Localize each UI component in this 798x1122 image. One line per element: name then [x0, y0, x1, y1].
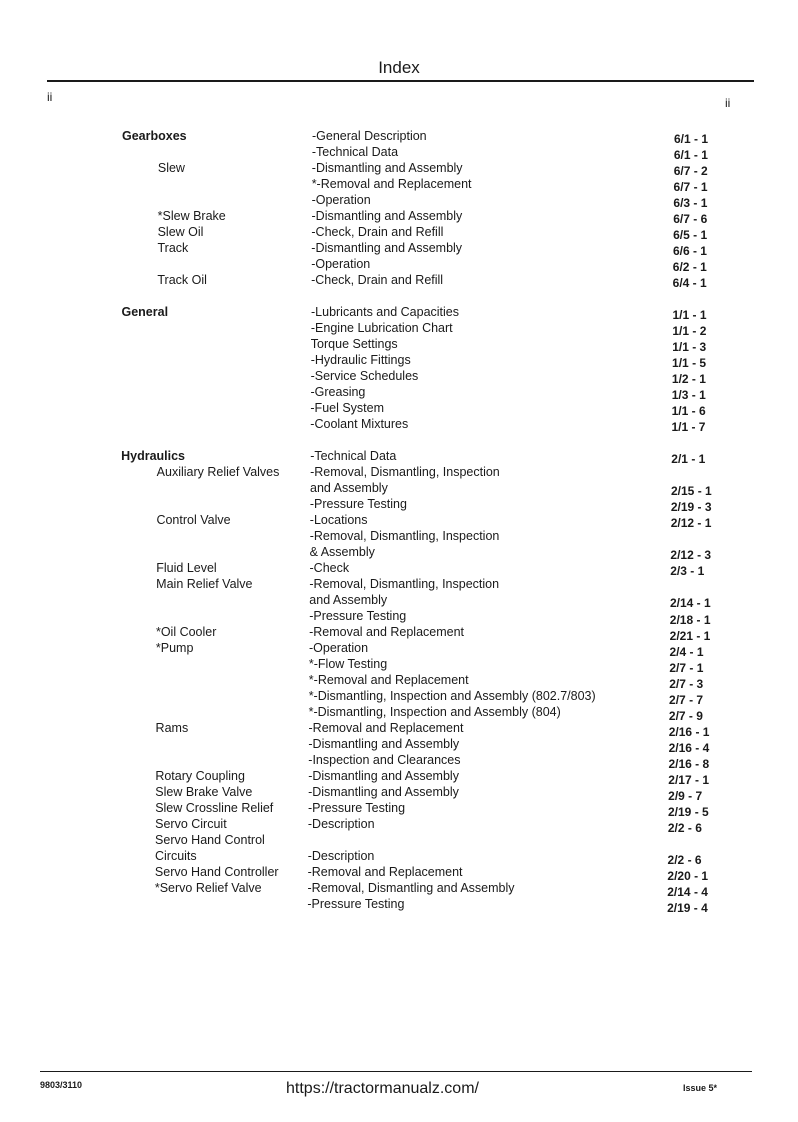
index-description: *-Removal and Replacement: [308, 673, 469, 687]
index-description: -Engine Lubrication Chart: [310, 321, 453, 335]
index-description: -Fuel System: [310, 401, 385, 415]
index-description: -Greasing: [310, 385, 366, 399]
index-description: Torque Settings: [310, 337, 398, 351]
index-description: -Removal, Dismantling, Inspection: [310, 465, 500, 479]
index-description: -Inspection and Clearances: [308, 753, 461, 767]
index-description: & Assembly: [309, 545, 375, 559]
index-page-ref: 2/18 - 1: [669, 612, 711, 627]
index-description: *-Dismantling, Inspection and Assembly (802.7/803): [308, 689, 596, 703]
index-topic: General: [121, 305, 169, 319]
index-description: -Removal and Replacement: [308, 721, 464, 735]
index-subtopic: Slew: [157, 161, 185, 175]
index-subtopic: *Servo Relief Valve: [154, 881, 262, 895]
index-subtopic: *Pump: [155, 641, 194, 655]
index-description: -Check, Drain and Refill: [311, 273, 444, 287]
index-page-ref: 2/3 - 1: [670, 564, 705, 579]
index-description: -Removal, Dismantling, Inspection: [309, 529, 500, 543]
index-subtopic: Servo Hand Controller: [154, 865, 279, 879]
index-page-ref: 2/7 - 1: [669, 660, 704, 675]
index-page-ref: 2/19 - 3: [670, 500, 712, 515]
index-description: and Assembly: [309, 593, 388, 607]
index-page-ref: 2/14 - 1: [669, 596, 711, 611]
footer-rule: [40, 1071, 752, 1072]
index-description: -Dismantling and Assembly: [311, 241, 463, 255]
header-rule: [47, 80, 754, 82]
index-description: -Technical Data: [311, 145, 399, 159]
index-page-ref: 2/1 - 1: [671, 452, 706, 467]
index-description: -Removal, Dismantling and Assembly: [307, 881, 515, 895]
page-number-right: ii: [725, 96, 731, 110]
index-page-ref: 2/16 - 8: [668, 756, 710, 771]
index-page-ref: 2/12 - 1: [670, 516, 712, 531]
index-page-ref: 2/7 - 3: [669, 676, 704, 691]
index-page-ref: 2/7 - 7: [669, 692, 704, 707]
index-description: -Pressure Testing: [309, 497, 407, 511]
index-page-ref: 6/7 - 6: [673, 212, 708, 227]
index-subtopic: Circuits: [154, 849, 197, 863]
index-subtopic: Slew Oil: [157, 225, 204, 239]
index-page-ref: 1/1 - 2: [672, 324, 707, 339]
index-description: -Hydraulic Fittings: [310, 353, 411, 367]
index-description: -Operation: [309, 641, 369, 655]
index-page-ref: 1/1 - 3: [672, 340, 707, 355]
index-subtopic: Rams: [155, 721, 189, 735]
index-subtopic: *Oil Cooler: [155, 625, 217, 639]
index-subtopic: Main Relief Valve: [156, 577, 253, 591]
index-page-ref: 1/1 - 5: [672, 356, 707, 371]
index-page-ref: 2/2 - 6: [667, 852, 702, 867]
index-page-ref: 6/3 - 1: [673, 196, 708, 211]
index-page-ref: 1/1 - 7: [671, 420, 706, 435]
index-page-ref: 6/6 - 1: [672, 244, 707, 259]
index-subtopic: Slew Crossline Relief: [155, 801, 274, 815]
index-page-ref: 6/2 - 1: [672, 260, 707, 275]
index-description: -Dismantling and Assembly: [308, 737, 460, 751]
index-description: *-Dismantling, Inspection and Assembly (804): [308, 705, 561, 719]
index-page-ref: 1/3 - 1: [671, 388, 706, 403]
index-description: -Removal and Replacement: [307, 865, 463, 879]
index-page-ref: 2/20 - 1: [667, 868, 709, 883]
index-description: -General Description: [312, 129, 427, 143]
index-page-ref: 6/7 - 2: [673, 164, 708, 179]
index-page-ref: 2/16 - 4: [668, 740, 710, 755]
index-description: *-Removal and Replacement: [311, 177, 472, 191]
index-subtopic: Fluid Level: [156, 561, 217, 575]
document-number: 9803/3110: [40, 1080, 83, 1090]
index-page-ref: 6/1 - 1: [674, 132, 709, 146]
index-subtopic: Track: [157, 241, 189, 255]
index-description: -Locations: [309, 513, 368, 527]
index-description: -Check: [309, 561, 350, 575]
index-subtopic: Rotary Coupling: [155, 769, 245, 783]
index-page-ref: 6/7 - 1: [673, 180, 708, 195]
index-page-ref: 2/14 - 4: [667, 884, 708, 899]
index-page-ref: 1/2 - 1: [671, 372, 706, 387]
index-page-ref: 2/2 - 6: [667, 820, 702, 835]
index-description: -Coolant Mixtures: [310, 417, 409, 431]
index-page-ref: 2/4 - 1: [669, 644, 704, 659]
index-description: -Dismantling and Assembly: [308, 769, 459, 783]
index-page-ref: 2/21 - 1: [669, 628, 711, 643]
index-description: *-Flow Testing: [308, 657, 388, 671]
index-description: -Operation: [311, 257, 371, 271]
index-page-ref: 2/7 - 9: [668, 708, 703, 723]
index-description: -Service Schedules: [310, 369, 419, 383]
index-page-ref: 2/12 - 3: [670, 548, 712, 563]
index-subtopic: Auxiliary Relief Valves: [156, 465, 280, 479]
index-page-ref: 2/16 - 1: [668, 724, 710, 739]
index-subtopic: Control Valve: [156, 513, 231, 527]
index-description: -Lubricants and Capacities: [311, 305, 459, 319]
index-subtopic: *Slew Brake: [157, 209, 226, 223]
index-description: -Removal and Replacement: [309, 625, 465, 639]
index-topic: Hydraulics: [121, 449, 186, 463]
index-description: -Technical Data: [310, 449, 397, 463]
index-description: -Dismantling and Assembly: [311, 209, 463, 223]
index-description: -Operation: [311, 193, 371, 207]
index-page-ref: 6/1 - 1: [673, 148, 708, 163]
index-description: -Pressure Testing: [309, 609, 407, 623]
issue-number: Issue 5*: [683, 1083, 718, 1093]
index-description: and Assembly: [310, 481, 388, 495]
index-page-ref: 2/15 - 1: [671, 484, 712, 499]
index-description: -Pressure Testing: [308, 801, 406, 815]
index-description: -Dismantling and Assembly: [311, 161, 463, 175]
index-page-ref: 2/19 - 4: [667, 900, 708, 915]
index-subtopic: Servo Circuit: [155, 817, 227, 831]
index-page-ref: 2/19 - 5: [668, 804, 709, 819]
index-subtopic: Slew Brake Valve: [155, 785, 253, 799]
index-page-ref: 2/9 - 7: [668, 788, 703, 803]
index-page-ref: 6/5 - 1: [673, 228, 708, 243]
index-page-ref: 1/1 - 1: [672, 308, 707, 323]
index-description: -Dismantling and Assembly: [308, 785, 459, 799]
index-description: -Description: [307, 849, 375, 863]
index-page-ref: 6/4 - 1: [672, 276, 707, 291]
index-page-ref: 1/1 - 6: [671, 404, 706, 419]
index-description: -Pressure Testing: [307, 897, 405, 911]
index-topic: Gearboxes: [122, 129, 187, 143]
page-title: Index: [378, 58, 420, 77]
index-page-ref: 2/17 - 1: [668, 772, 709, 787]
page-number-left: ii: [47, 90, 53, 104]
index-subtopic: Servo Hand Control: [155, 833, 265, 847]
index-subtopic: Track Oil: [157, 273, 207, 287]
index-description: -Description: [307, 817, 375, 831]
footer-url[interactable]: https://tractormanualz.com/: [286, 1080, 479, 1097]
index-description: -Removal, Dismantling, Inspection: [309, 577, 500, 591]
index-description: -Check, Drain and Refill: [311, 225, 444, 239]
